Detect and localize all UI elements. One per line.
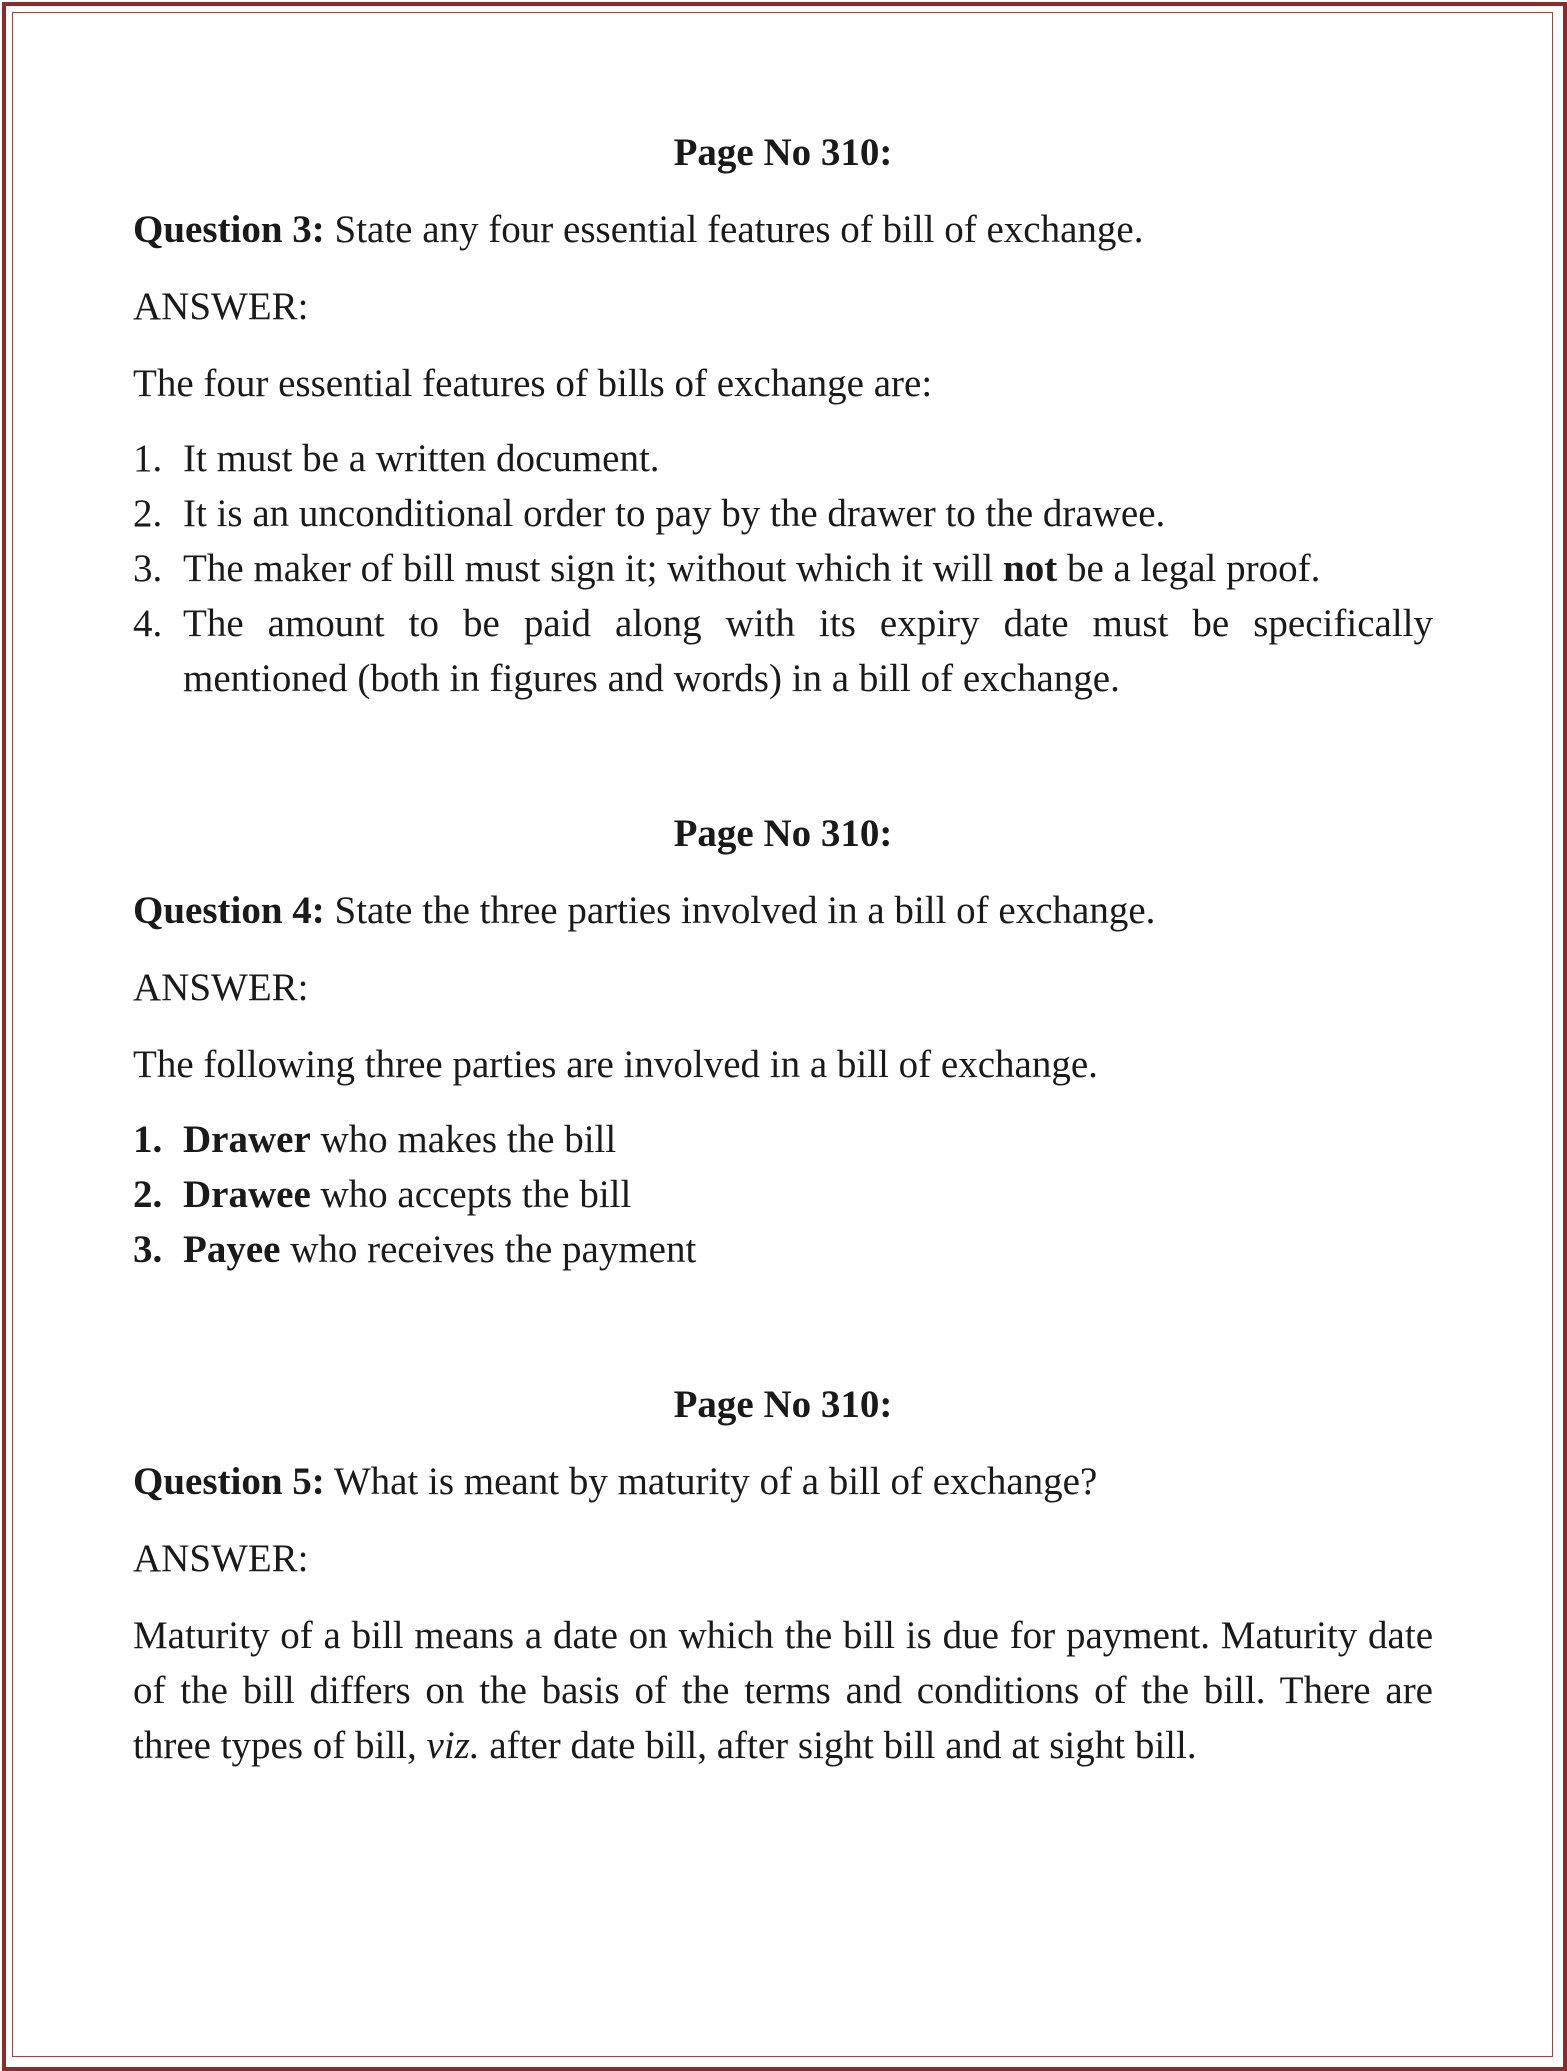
list-item (133, 1167, 1433, 1222)
paragraph-italic: viz. (426, 1724, 480, 1767)
list-number: 3. (133, 547, 163, 590)
party-term: Drawee (183, 1173, 311, 1216)
list-number: 3. (133, 1228, 163, 1271)
party-term: Drawer (183, 1118, 311, 1161)
question-label: Question 4: (133, 889, 325, 932)
list-emphasis: not (1003, 547, 1058, 590)
list-item (133, 1112, 1433, 1167)
list-text: be a legal proof. (1066, 547, 1321, 590)
features-list (133, 431, 1433, 706)
list-item (133, 596, 1433, 706)
list-text: It is an unconditional order to pay by the drawer to the drawee. (183, 492, 1166, 535)
list-text: who receives the payment (290, 1228, 697, 1271)
section-spacer (133, 706, 1433, 806)
page-heading: Page No 310: (673, 1383, 893, 1426)
question-line (133, 202, 1433, 257)
question-label: Question 3: (133, 208, 325, 251)
answer-label: ANSWER: (133, 966, 309, 1009)
page-heading: Page No 310: (673, 131, 893, 174)
list-text: The amount to be paid along with its expiry date must be specifically mentioned (both in figures and words) in a bill of exchange. (183, 602, 1433, 700)
list-number: 1. (133, 437, 163, 480)
list-item (133, 541, 1433, 596)
question-line (133, 1454, 1433, 1509)
paragraph-text: Maturity of a bill means a date on which the bill is due for payment. Maturity date of the bill differs on the basis of the terms and conditions of the bill. There are three types of bill, (133, 1614, 1433, 1767)
answer-intro: The following three parties are involved in a bill of exchange. (133, 1043, 1098, 1086)
party-term: Payee (183, 1228, 281, 1271)
question-line (133, 883, 1433, 938)
page-heading: Page No 310: (673, 812, 893, 855)
list-text: who makes the bill (320, 1118, 617, 1161)
question-3-section (133, 125, 1433, 706)
answer-label: ANSWER: (133, 285, 309, 328)
paragraph-text: after date bill, after sight bill and at sight bill. (489, 1724, 1197, 1767)
list-text: The maker of bill must sign it; without which it will (183, 547, 994, 590)
answer-label: ANSWER: (133, 1537, 309, 1580)
list-number: 4. (133, 602, 163, 645)
list-item (133, 486, 1433, 541)
section-spacer (133, 1277, 1433, 1377)
question-text: State any four essential features of bill of exchange. (334, 208, 1144, 251)
list-item (133, 1222, 1433, 1277)
question-5-section (133, 1377, 1433, 1773)
parties-list (133, 1112, 1433, 1277)
answer-intro: The four essential features of bills of exchange are: (133, 362, 933, 405)
answer-paragraph (133, 1608, 1433, 1773)
question-label: Question 5: (133, 1460, 325, 1503)
document-body (133, 125, 1433, 1773)
list-number: 2. (133, 1173, 163, 1216)
question-text: What is meant by maturity of a bill of exchange? (333, 1460, 1098, 1503)
list-number: 1. (133, 1118, 163, 1161)
list-text: who accepts the bill (320, 1173, 632, 1216)
question-4-section (133, 806, 1433, 1277)
list-number: 2. (133, 492, 163, 535)
list-text: It must be a written document. (183, 437, 660, 480)
question-text: State the three parties involved in a bill of exchange. (334, 889, 1156, 932)
list-item (133, 431, 1433, 486)
